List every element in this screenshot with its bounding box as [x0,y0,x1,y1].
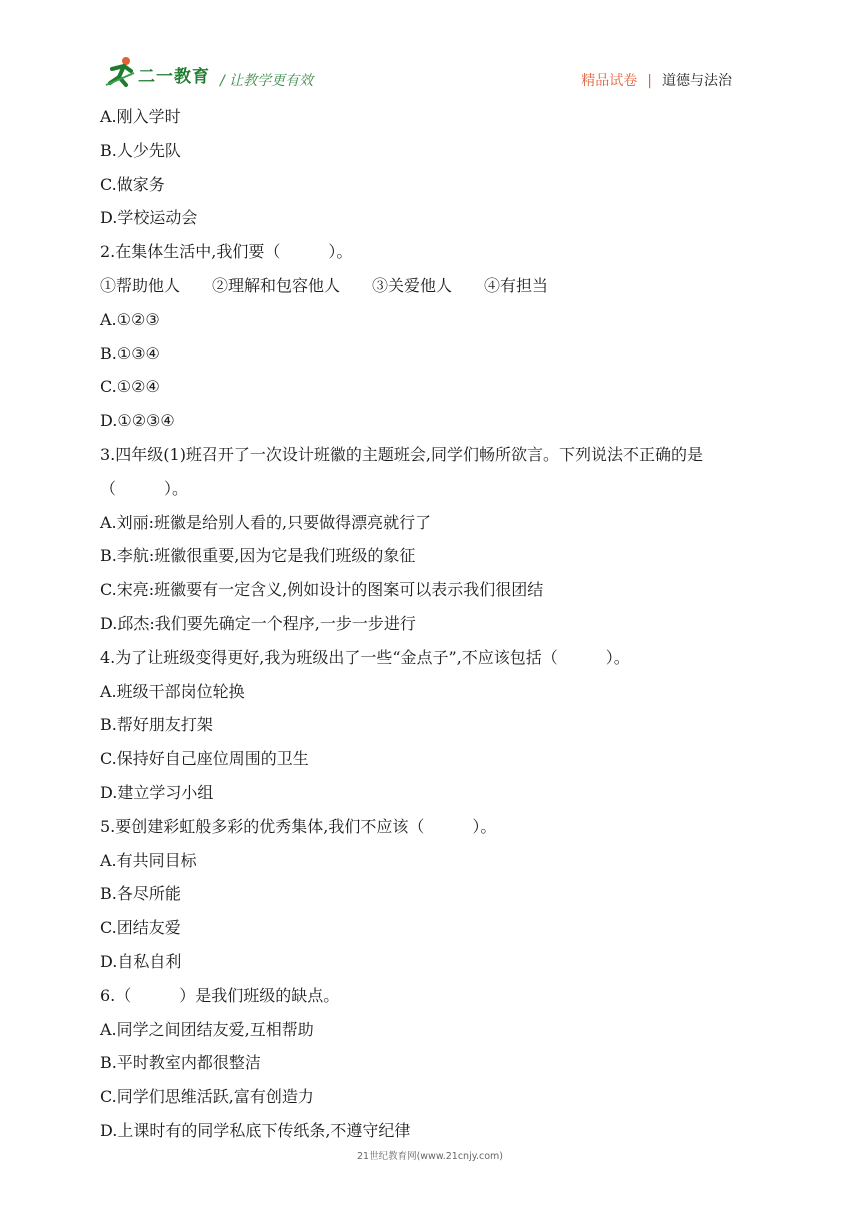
text-line: D.邱杰:我们要先确定一个程序,一步一步进行 [100,613,416,633]
text-line: A.①②③ [100,309,160,329]
text-line: B.平时教室内都很整洁 [100,1053,261,1073]
logo-text: 二一教育 [138,67,210,87]
logo [104,55,216,89]
text-line: D.①②③④ [100,411,175,431]
slogan: / 让教学更有效 [220,73,314,89]
text-line: C.保持好自己座位周围的卫生 [100,749,309,769]
page-header [0,0,860,100]
question-stem: 3.四年级(1)班召开了一次设计班徽的主题班会,同学们畅所欲言。下列说法不正确的是 [100,444,704,464]
text-line: B.帮好朋友打架 [100,715,213,735]
brand-subject: 道德与法治 [662,73,732,89]
text-line: D.建立学习小组 [100,782,214,802]
question-stem: 2.在集体生活中,我们要（ ）。 [100,242,353,262]
text-line: ①帮助他人 ②理解和包容他人 ③关爱他人 ④有担当 [100,275,549,295]
text-line: C.①②④ [100,377,160,397]
question-stem: 5.要创建彩虹般多彩的优秀集体,我们不应该（ ）。 [100,816,497,836]
brand-primary: 精品试卷 [581,73,638,89]
text-line: A.有共同目标 [100,850,197,870]
text-line: C.团结友爱 [100,918,181,938]
text-line: B.①③④ [100,343,160,363]
text-line: A.刘丽:班徽是给别人看的,只要做得漂亮就行了 [100,512,432,532]
text-line: D.学校运动会 [100,208,198,228]
text-line: D.自私自利 [100,951,182,971]
text-line: C.宋亮:班徽要有一定含义,例如设计的图案可以表示我们很团结 [100,580,544,600]
page-footer: 21世纪教育网(www.21cnjy.com) [356,1151,503,1162]
text-line: A.班级干部岗位轮换 [100,681,245,701]
text-line: B.各尽所能 [100,884,181,904]
question-stem: 6.（ ）是我们班级的缺点。 [100,985,340,1005]
brand-label [581,70,732,90]
question-content [100,100,780,1148]
text-line: B.人少先队 [100,140,181,160]
runner-logo-icon [104,55,140,89]
brand-separator: | [647,73,652,89]
text-line: C.同学们思维活跃,富有创造力 [100,1087,314,1107]
question-stem: 4.为了让班级变得更好,我为班级出了一些“金点子”,不应该包括（ ）。 [100,647,630,667]
text-line: （ ）。 [100,478,189,498]
text-line: A.刚入学时 [100,107,181,126]
text-line: A.同学之间团结友爱,互相帮助 [100,1019,314,1039]
text-line: C.做家务 [100,174,165,194]
text-line: B.李航:班徽很重要,因为它是我们班级的象征 [100,546,416,566]
text-line: D.上课时有的同学私底下传纸条,不遵守纪律 [100,1120,411,1140]
